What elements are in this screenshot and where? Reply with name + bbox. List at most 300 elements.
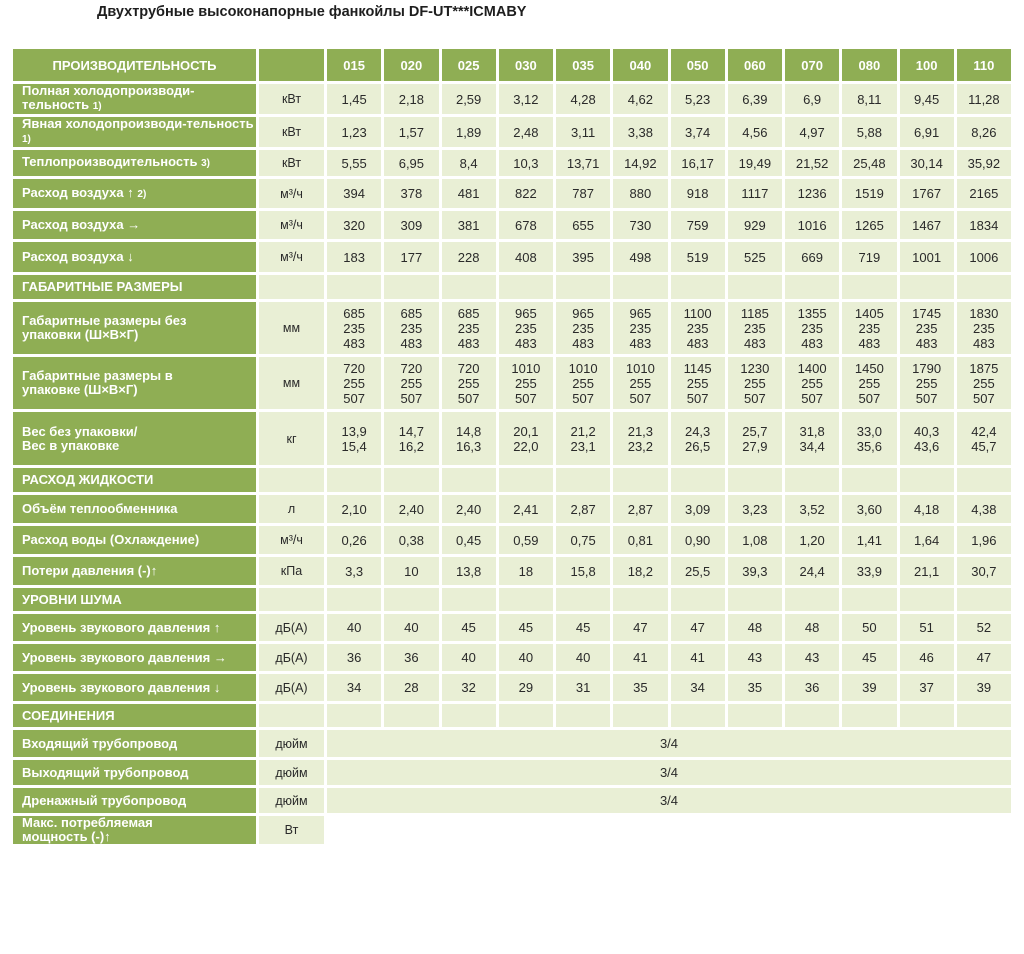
value-line: 483 [572,335,594,351]
row-label-text: Теплопроизводительность [22,154,198,169]
value-cell: 3,60 [842,495,896,523]
value-cell: 41 [613,644,667,671]
value-cell: 0,38 [384,526,438,554]
value-line: 507 [515,390,537,406]
value-cell: 45 [556,614,610,641]
value-cell: 2,40 [442,495,496,523]
value-line: 483 [915,335,938,351]
section-empty-cell [442,704,496,727]
value-cell: 1519 [842,179,896,208]
value-cell: 395 [556,242,610,272]
value-line: 507 [572,390,594,406]
value-cell: 47 [671,614,725,641]
value-line: 21,2 [570,423,596,439]
value-cell-merged: 3/4 [327,760,1011,785]
value-cell: 320 [327,211,381,239]
value-line: 20,1 [513,423,539,439]
row-label [13,495,256,523]
value-cell: 1265 [842,211,896,239]
value-line: 42,4 [971,423,997,439]
value-line: 235 [801,320,823,336]
value-cell: 21,1 [900,557,954,585]
value-cell: 39 [957,674,1011,701]
value-cell: 28 [384,674,438,701]
value-cell: 47 [957,644,1011,671]
value-cell: 6,39 [728,84,782,114]
unit-cell: кВт [259,84,324,114]
value-line: 255 [457,375,480,391]
value-cell: 39 [842,674,896,701]
value-cell: 3,23 [728,495,782,523]
value-cell: 4,56 [728,117,782,147]
value-cell: 19,49 [728,150,782,176]
row-label [13,526,256,554]
row-label [13,614,256,641]
unit-cell: кВт [259,117,324,147]
value-line: 483 [858,335,881,351]
header-label: ПРОИЗВОДИТЕЛЬНОСТЬ [13,49,256,81]
section-empty-cell [499,275,553,299]
section-empty-cell [259,704,324,727]
value-cell [728,412,782,465]
section-empty-cell [671,704,725,727]
value-cell: 48 [785,614,839,641]
value-cell: 36 [327,644,381,671]
value-cell: 40 [384,614,438,641]
row-label-line: Габаритные размеры в [22,368,173,383]
value-cell: 41 [671,644,725,671]
section-empty-cell [384,468,438,492]
unit-cell: м³/ч [259,179,324,208]
value-cell: 177 [384,242,438,272]
value-cell [728,357,782,409]
table-row-sec-dims [13,275,1011,299]
value-cell: 45 [842,644,896,671]
value-cell [957,357,1011,409]
section-empty-cell [384,588,438,611]
value-line: 685 [457,305,480,321]
section-empty-cell [613,275,667,299]
row-label-text: Расход воздуха ↑ [22,184,134,200]
value-line: 235 [572,320,594,336]
section-empty-cell [728,704,782,727]
value-cell [785,357,839,409]
value-line: 235 [744,320,766,336]
value-line: 507 [400,390,423,406]
value-cell: 0,75 [556,526,610,554]
value-cell: 1767 [900,179,954,208]
value-line: 31,8 [799,423,825,439]
value-line: 26,5 [684,438,711,454]
model-header: 080 [842,49,896,81]
value-cell: 18 [499,557,553,585]
value-cell: 880 [613,179,667,208]
model-header: 015 [327,49,381,81]
row-label-text: Расход воздуха → [22,217,141,232]
section-empty-cell [900,704,954,727]
value-cell [556,357,610,409]
table-row-max-power [13,816,1011,844]
value-line: 1145 [683,360,712,376]
row-label-line: Вес в упаковке [22,437,120,453]
value-cell: 519 [671,242,725,272]
value-cell: 0,90 [671,526,725,554]
value-cell [327,357,381,409]
section-empty-cell [728,468,782,492]
value-line: 27,9 [742,438,768,454]
row-label-text: Объём теплообменника [22,501,178,516]
value-line: 1790 [912,360,942,376]
value-cell: 9,45 [900,84,954,114]
model-header: 040 [613,49,667,81]
value-cell: 35 [613,674,667,701]
value-cell: 525 [728,242,782,272]
value-cell: 759 [671,211,725,239]
row-label: Входящий трубопровод [13,730,256,757]
value-cell: 3,09 [671,495,725,523]
row-label [13,412,256,465]
section-empty-cell [728,275,782,299]
value-line: 35,6 [856,438,883,454]
value-cell: 2,87 [556,495,610,523]
unit-cell: Вт [259,816,324,844]
value-cell: 35,92 [957,150,1011,176]
unit-cell: кВт [259,150,324,176]
row-label-text: Расход воздуха ↓ [22,249,134,264]
value-line: 507 [801,390,823,406]
value-cell: 25,5 [671,557,725,585]
value-cell: 2,59 [442,84,496,114]
value-line: 1405 [854,305,884,321]
value-line: 23,2 [627,438,654,454]
section-empty-cell [785,468,839,492]
value-line: 23,1 [570,438,596,454]
value-line: 1875 [969,360,999,376]
value-line: 255 [343,375,365,391]
value-cell: 46 [900,644,954,671]
row-label-text: Явная холодопроизводи-тельность [22,117,254,131]
section-empty-cell [556,468,610,492]
table-row-noise-down [13,674,1011,701]
value-cell: 918 [671,179,725,208]
value-cell: 34 [671,674,725,701]
row-label [13,242,256,272]
value-cell [785,412,839,465]
value-cell: 33,9 [842,557,896,585]
value-cell: 6,91 [900,117,954,147]
value-line: 1400 [797,360,827,376]
value-cell: 1,45 [327,84,381,114]
value-line: 13,9 [341,423,367,439]
section-header: УРОВНИ ШУМА [13,588,256,611]
section-empty-cell [442,468,496,492]
section-header: СОЕДИНЕНИЯ [13,704,256,727]
model-header: 110 [957,49,1011,81]
unit-cell: м³/ч [259,526,324,554]
value-cell [384,302,438,354]
section-empty-cell [442,588,496,611]
unit-cell: кПа [259,557,324,585]
section-empty-cell [556,275,610,299]
value-line: 1450 [854,360,884,376]
row-label-text: Уровень звукового давления ↓ [22,679,221,695]
footnote-ref: 2) [137,188,147,200]
value-line: 255 [572,375,594,391]
value-cell: 2,41 [499,495,553,523]
row-label-text: Полная холодопроизводи-тельность [22,84,195,112]
value-cell: 14,92 [613,150,667,176]
value-line: 235 [973,320,995,336]
value-cell: 4,18 [900,495,954,523]
value-line: 720 [343,360,365,376]
section-empty-cell [957,704,1011,727]
section-empty-cell [900,588,954,611]
value-cell: 4,62 [613,84,667,114]
unit-cell: дБ(А) [259,614,324,641]
table-row-noise-right [13,644,1011,671]
value-line: 255 [801,375,823,391]
value-cell: 13,71 [556,150,610,176]
section-empty-cell [842,588,896,611]
value-cell: 1,96 [957,526,1011,554]
value-cell: 0,81 [613,526,667,554]
value-cell: 45 [499,614,553,641]
value-cell: 394 [327,179,381,208]
value-cell: 30,14 [900,150,954,176]
value-cell: 2,18 [384,84,438,114]
value-cell [842,302,896,354]
value-line: 1355 [797,305,827,321]
value-cell: 43 [785,644,839,671]
table-row-weight [13,412,1011,465]
value-cell: 1016 [785,211,839,239]
section-empty-cell [785,588,839,611]
value-cell: 8,4 [442,150,496,176]
value-cell: 1834 [957,211,1011,239]
value-line: 235 [686,320,709,336]
value-line: 33,0 [856,423,883,439]
value-line: 34,4 [799,438,825,454]
value-cell [499,412,553,465]
value-cell: 52 [957,614,1011,641]
value-line: 483 [629,335,652,351]
value-cell-merged: 3/4 [327,730,1011,757]
value-cell: 34 [327,674,381,701]
value-cell: 45 [442,614,496,641]
value-cell: 8,26 [957,117,1011,147]
value-line: 255 [744,375,766,391]
value-line: 965 [515,305,537,321]
value-line: 235 [629,320,652,336]
value-cell [900,357,954,409]
value-line: 507 [629,390,652,406]
value-cell [842,412,896,465]
value-cell: 2,10 [327,495,381,523]
row-label [13,117,256,147]
value-cell [900,412,954,465]
value-cell [556,302,610,354]
section-empty-cell [499,588,553,611]
section-empty-cell [384,704,438,727]
section-empty-cell [671,275,725,299]
table-row-air-down [13,242,1011,272]
row-label [13,816,256,844]
table-row-header [13,49,1011,81]
value-cell: 3,12 [499,84,553,114]
value-cell: 1006 [957,242,1011,272]
value-cell: 35 [728,674,782,701]
value-cell: 929 [728,211,782,239]
value-cell: 2,48 [499,117,553,147]
value-cell: 1467 [900,211,954,239]
value-cell: 2,40 [384,495,438,523]
value-cell: 498 [613,242,667,272]
value-cell: 3,52 [785,495,839,523]
value-cell [728,302,782,354]
value-cell: 3,38 [613,117,667,147]
value-line: 255 [629,375,652,391]
row-label-line: Макс. потребляемая [22,816,153,830]
value-cell [785,302,839,354]
value-cell: 669 [785,242,839,272]
value-line: 1010 [511,360,541,376]
model-header: 020 [384,49,438,81]
row-label-line: Габаритные размеры без [22,313,187,328]
value-cell [442,302,496,354]
value-cell: 1001 [900,242,954,272]
value-cell: 228 [442,242,496,272]
value-line: 507 [744,390,766,406]
value-cell: 40 [442,644,496,671]
value-line: 1010 [568,360,598,376]
model-header: 060 [728,49,782,81]
row-label-line: упаковке (Ш×В×Г) [22,382,138,397]
section-empty-cell [327,468,381,492]
unit-cell: кг [259,412,324,465]
value-line: 685 [400,305,423,321]
value-cell: 10 [384,557,438,585]
value-cell: 32 [442,674,496,701]
section-empty-cell [728,588,782,611]
value-line: 43,6 [913,438,940,454]
value-line: 483 [457,335,480,351]
value-cell: 0,59 [499,526,553,554]
table-row-cool-total [13,84,1011,114]
value-line: 14,7 [398,423,425,439]
value-line: 965 [629,305,652,321]
value-line: 235 [858,320,881,336]
value-line: 1100 [683,305,712,321]
value-cell: 40 [499,644,553,671]
value-cell: 13,8 [442,557,496,585]
value-cell: 1,23 [327,117,381,147]
row-label-line: упаковки (Ш×В×Г) [22,327,139,342]
section-empty-cell [842,704,896,727]
value-cell: 6,9 [785,84,839,114]
row-label-line: Вес без упаковки/ [22,423,138,439]
value-cell [384,412,438,465]
value-line: 255 [515,375,537,391]
row-label [13,150,256,176]
value-cell-merged: 3/4 [327,788,1011,813]
spec-table [10,46,1014,847]
value-cell: 1,89 [442,117,496,147]
value-line: 16,3 [455,438,482,454]
value-line: 507 [973,390,995,406]
table-row-sec-conn [13,704,1011,727]
value-line: 255 [915,375,938,391]
footnote-ref: 1) [22,134,31,145]
section-empty-cell [900,468,954,492]
value-cell [613,302,667,354]
section-empty-cell [671,468,725,492]
section-empty-cell [499,468,553,492]
value-cell: 30,7 [957,557,1011,585]
value-cell: 3,3 [327,557,381,585]
unit-cell: мм [259,357,324,409]
value-cell: 4,38 [957,495,1011,523]
value-cell: 1,64 [900,526,954,554]
value-cell: 2,87 [613,495,667,523]
value-line: 14,8 [455,423,482,439]
value-cell: 408 [499,242,553,272]
value-line: 22,0 [513,438,539,454]
value-cell: 678 [499,211,553,239]
value-cell: 37 [900,674,954,701]
value-line: 16,2 [398,438,425,454]
value-cell: 1,08 [728,526,782,554]
value-cell [384,357,438,409]
value-line: 21,3 [627,423,654,439]
value-cell: 36 [384,644,438,671]
value-line: 1230 [740,360,770,376]
value-cell [957,302,1011,354]
unit-cell: мм [259,302,324,354]
value-line: 1185 [740,305,769,321]
section-empty-cell [613,588,667,611]
unit-cell: дБ(А) [259,674,324,701]
value-line: 483 [343,335,365,351]
value-cell [957,412,1011,465]
value-line: 45,7 [971,438,997,454]
unit-cell: дБ(А) [259,644,324,671]
value-line: 1830 [969,305,999,321]
value-line: 685 [343,305,365,321]
value-line: 235 [515,320,537,336]
value-cell [900,302,954,354]
value-cell [842,357,896,409]
model-header: 035 [556,49,610,81]
value-cell: 18,2 [613,557,667,585]
section-empty-cell [259,275,324,299]
table-row-water-flow [13,526,1011,554]
table-row-pipe-out [13,760,1011,785]
section-empty-cell [613,468,667,492]
value-cell [327,302,381,354]
value-line: 235 [915,320,938,336]
model-header: 100 [900,49,954,81]
value-cell [499,302,553,354]
section-empty-cell [442,275,496,299]
section-empty-cell [327,588,381,611]
table-row-cool-sens [13,117,1011,147]
value-cell: 8,11 [842,84,896,114]
unit-cell: м³/ч [259,211,324,239]
footnote-ref: 3) [201,158,211,169]
value-cell: 1,20 [785,526,839,554]
value-line: 25,7 [742,423,768,439]
table-row-heat [13,150,1011,176]
